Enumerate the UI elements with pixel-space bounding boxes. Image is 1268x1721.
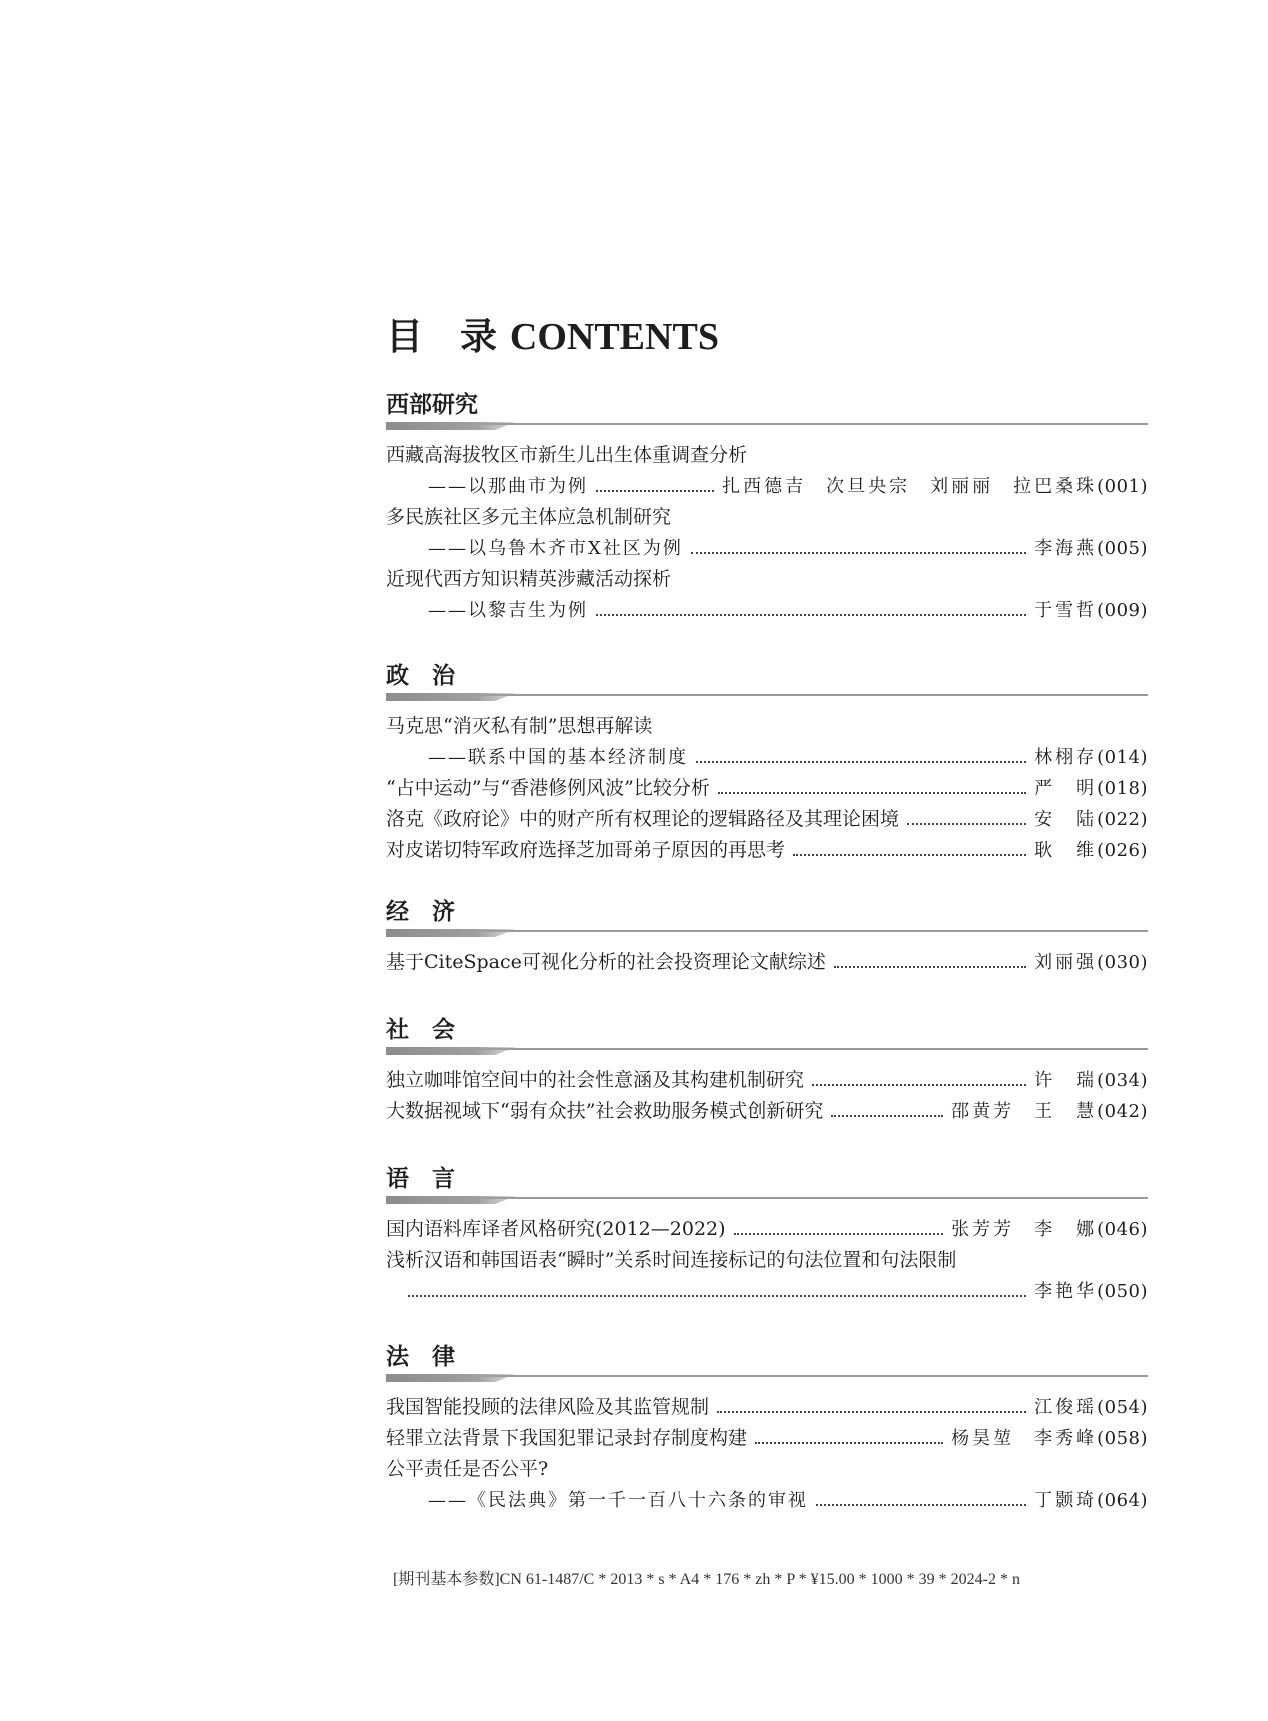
toc-entry[interactable]	[386, 1096, 1148, 1127]
entry-title: 基于CiteSpace可视化分析的社会投资理论文献综述	[386, 951, 826, 973]
toc-section	[386, 1013, 1148, 1127]
page-number: (001)	[1097, 476, 1148, 497]
entry-subtitle: ——以黎吉生为例	[428, 600, 588, 621]
page-number: (018)	[1097, 778, 1148, 799]
author-name: 刘丽强	[1034, 952, 1098, 973]
author-name: 李海燕	[1034, 538, 1098, 559]
author-name: 于雪哲	[1034, 600, 1098, 621]
entry-authors	[951, 1214, 1097, 1245]
page-number: (014)	[1097, 747, 1148, 768]
dot-leader	[596, 489, 714, 492]
section-divider	[386, 422, 1148, 430]
toc-entry[interactable]	[386, 711, 1148, 742]
section-title: 政 治	[386, 662, 455, 689]
entry-authors	[722, 471, 1097, 502]
toc-entry[interactable]	[386, 947, 1148, 978]
page-number: (030)	[1097, 952, 1148, 973]
entry-authors	[1034, 533, 1097, 564]
entry-title: 西藏高海拔牧区市新生儿出生体重调查分析	[386, 444, 748, 466]
entry-title: 多民族社区多元主体应急机制研究	[386, 506, 672, 528]
toc-entry[interactable]	[386, 773, 1148, 804]
section-title: 法 律	[386, 1343, 455, 1370]
dot-leader	[816, 1503, 1026, 1506]
page-number: (064)	[1097, 1490, 1148, 1511]
dot-leader	[793, 853, 1026, 856]
author-name: 李秀峰	[1034, 1428, 1098, 1449]
section-title: 经 济	[386, 898, 455, 925]
toc-entry[interactable]	[386, 1454, 1148, 1485]
entry-title: 我国智能投顾的法律风险及其监管规制	[386, 1396, 710, 1418]
section-title: 社 会	[386, 1016, 455, 1043]
toc-section	[386, 659, 1148, 866]
section-divider	[386, 1374, 1148, 1382]
entry-authors	[1034, 1276, 1097, 1307]
page-title-en: CONTENTS	[509, 316, 719, 358]
dot-leader	[907, 822, 1026, 825]
toc-entry-subtitle[interactable]	[386, 1485, 1148, 1516]
page-title-cn: 目 录	[386, 314, 497, 358]
page-number: (058)	[1097, 1428, 1148, 1449]
entry-authors	[1034, 835, 1097, 866]
toc-entry[interactable]	[386, 1214, 1148, 1245]
section-divider	[386, 1196, 1148, 1204]
dot-leader	[717, 1410, 1026, 1413]
toc-entry[interactable]	[386, 1276, 1148, 1307]
toc-entry[interactable]	[386, 835, 1148, 866]
dot-leader	[831, 1114, 943, 1117]
page-number: (046)	[1097, 1219, 1148, 1240]
dot-leader	[734, 1232, 944, 1235]
entry-authors	[1034, 742, 1097, 773]
section-divider	[386, 1047, 1148, 1055]
section-divider	[386, 693, 1148, 701]
toc-entry[interactable]	[386, 1245, 1148, 1276]
dot-leader	[755, 1441, 943, 1444]
toc-entry-subtitle[interactable]	[386, 595, 1148, 626]
entry-authors	[951, 1096, 1097, 1127]
page-number: (050)	[1097, 1281, 1148, 1302]
author-name: 王 慧	[1034, 1101, 1098, 1122]
entry-authors	[1034, 1392, 1097, 1423]
author-name: 丁颢琦	[1034, 1490, 1098, 1511]
author-name: 刘丽丽	[930, 476, 994, 497]
toc-section	[386, 895, 1148, 978]
toc-section	[386, 1340, 1148, 1516]
entry-authors	[951, 1423, 1097, 1454]
entry-title: 轻罪立法背景下我国犯罪记录封存制度构建	[386, 1427, 748, 1449]
entry-subtitle: ——《民法典》第一千一百八十六条的审视	[428, 1490, 808, 1511]
author-name: 扎西德吉	[722, 476, 807, 497]
toc-entry-subtitle[interactable]	[386, 742, 1148, 773]
entry-authors	[1034, 1065, 1097, 1096]
page-title	[386, 306, 719, 360]
entry-title: 洛克《政府论》中的财产所有权理论的逻辑路径及其理论困境	[386, 808, 900, 830]
dot-leader	[691, 551, 1026, 554]
author-name: 拉巴桑珠	[1013, 476, 1098, 497]
toc-section	[386, 1162, 1148, 1307]
journal-parameters: [期刊基本参数]CN 61-1487/C * 2013 * s * A4 * 176 * zh * P * ¥15.00 * 1000 * 39 * 2024-2 * n	[393, 1571, 1020, 1588]
entry-subtitle: ——联系中国的基本经济制度	[428, 747, 688, 768]
toc-entry-subtitle[interactable]	[386, 533, 1148, 564]
dot-leader	[812, 1083, 1026, 1086]
entry-title: 国内语料库译者风格研究(2012—2022)	[386, 1218, 726, 1240]
entry-authors	[1034, 1485, 1097, 1516]
page-number: (034)	[1097, 1070, 1148, 1091]
toc-entry[interactable]	[386, 1065, 1148, 1096]
toc-entry[interactable]	[386, 502, 1148, 533]
entry-title: 近现代西方知识精英涉藏活动探析	[386, 568, 672, 590]
toc-entry[interactable]	[386, 1423, 1148, 1454]
entry-title: 对皮诺切特军政府选择芝加哥弟子原因的再思考	[386, 839, 786, 861]
page-number: (054)	[1097, 1397, 1148, 1418]
author-name: 次旦央宗	[826, 476, 911, 497]
entry-authors	[1034, 773, 1097, 804]
entry-authors	[1034, 947, 1097, 978]
author-name: 严 明	[1034, 778, 1098, 799]
entry-subtitle: ——以乌鲁木齐市X社区为例	[428, 538, 683, 559]
section-title: 西部研究	[386, 391, 478, 418]
dot-leader	[596, 613, 1026, 616]
dot-leader	[696, 760, 1026, 763]
entry-authors	[1034, 804, 1097, 835]
dot-leader	[834, 965, 1026, 968]
section-title: 语 言	[386, 1165, 455, 1192]
dot-leader	[718, 791, 1026, 794]
page-number: (022)	[1097, 809, 1148, 830]
page-number: (005)	[1097, 538, 1148, 559]
page-number: (026)	[1097, 840, 1148, 861]
entry-title: “占中运动”与“香港修例风波”比较分析	[386, 777, 710, 799]
entry-title: 独立咖啡馆空间中的社会性意涵及其构建机制研究	[386, 1069, 805, 1091]
toc-entry[interactable]	[386, 1392, 1148, 1423]
author-name: 江俊瑶	[1034, 1397, 1098, 1418]
author-name: 邵黄芳	[951, 1101, 1015, 1122]
toc-entry-subtitle[interactable]	[386, 471, 1148, 502]
toc-section	[386, 388, 1148, 626]
toc-entry[interactable]	[386, 804, 1148, 835]
author-name: 李艳华	[1034, 1281, 1098, 1302]
entry-title: 公平责任是否公平?	[386, 1458, 549, 1480]
page-number: (009)	[1097, 600, 1148, 621]
entry-title: 大数据视域下“弱有众扶”社会救助服务模式创新研究	[386, 1100, 824, 1122]
entry-title: 浅析汉语和韩国语表“瞬时”关系时间连接标记的句法位置和句法限制	[386, 1249, 957, 1271]
page-number: (042)	[1097, 1101, 1148, 1122]
author-name: 李 娜	[1034, 1219, 1098, 1240]
toc-entry[interactable]	[386, 564, 1148, 595]
entry-title: 马克思“消灭私有制”思想再解读	[386, 715, 653, 737]
section-divider	[386, 929, 1148, 937]
entry-subtitle: ——以那曲市为例	[428, 476, 588, 497]
entry-authors	[1034, 595, 1097, 626]
author-name: 耿 维	[1034, 840, 1098, 861]
author-name: 杨昊堃	[951, 1428, 1015, 1449]
dot-leader	[408, 1294, 1026, 1297]
author-name: 张芳芳	[951, 1219, 1015, 1240]
toc-entry[interactable]	[386, 440, 1148, 471]
author-name: 安 陆	[1034, 809, 1098, 830]
author-name: 许 瑞	[1034, 1070, 1098, 1091]
author-name: 林栩存	[1034, 747, 1098, 768]
